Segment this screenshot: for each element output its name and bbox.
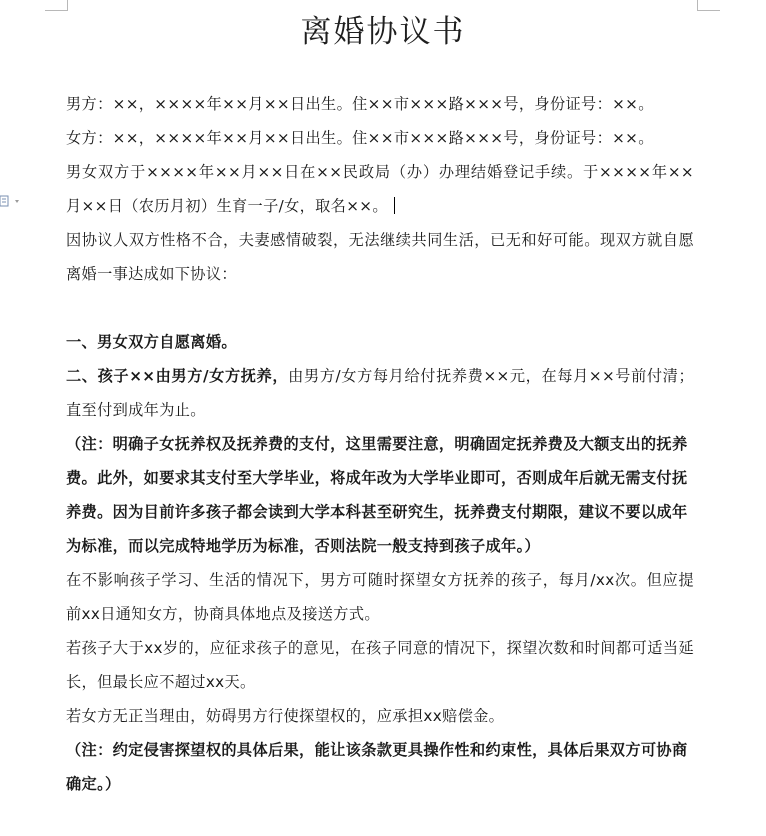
marriage-info-text: 男女双方于××××年××月××日在××民政局（办）办理结婚登记手续。于××××年××月××日（农历月初）生育一子/女，取名××。 (66, 163, 694, 215)
divorce-reason-paragraph: 因协议人双方性格不合，夫妻感情破裂，无法继续共同生活，已无和好可能。现双方就自愿离婚一事达成如下协议： (66, 231, 694, 283)
document-body[interactable] (66, 87, 694, 801)
paragraph-layout-icon[interactable] (0, 193, 24, 211)
obstruction-paragraph: 若女方无正当理由，妨碍男方行使探望权的，应承担xx赔偿金。 (66, 707, 505, 725)
clause-2-heading: 二、孩子××由男方/女方抚养， (66, 367, 289, 385)
visitation-paragraph: 在不影响孩子学习、生活的情况下，男方可随时探望女方抚养的孩子，每月/xx次。但应提前xx日通知女方，协商具体地点及接送方式。 (66, 571, 694, 623)
clause-2-text: 由男方/女方每月给付抚养费××元，在每月××号前付清；直至付到成年为止。 (66, 367, 695, 419)
husband-info-paragraph: 男方：××，××××年××月××日出生。住××市×××路×××号，身份证号：××。 (66, 95, 654, 113)
visitation-note: （注：约定侵害探望权的具体后果，能让该条款更具操作性和约束性，具体后果双方可协商确定。） (66, 741, 688, 793)
custody-note: （注：明确子女抚养权及抚养费的支付，这里需要注意，明确固定抚养费及大额支出的抚养费。此外，如要求其支付至大学毕业，将成年改为大学毕业即可，否则成年后就无需支付抚养费。因为目前许多孩子都会读到大学本科甚至研究生，抚养费支付期限，建议不要以成年为标准，而以完成特地学历为标准，否则法院一般支持到孩子成年。） (66, 435, 688, 555)
blank-line (66, 291, 694, 325)
document-title: 离婚协议书 (300, 14, 466, 50)
clause-1-heading: 一、男女双方自愿离婚。 (66, 333, 237, 351)
marriage-info-paragraph (66, 155, 694, 223)
older-child-paragraph: 若孩子大于xx岁的，应征求孩子的意见，在孩子同意的情况下，探望次数和时间都可适当延长，但最长应不超过xx天。 (66, 639, 694, 691)
clause-2-paragraph (66, 359, 694, 427)
text-cursor (394, 197, 396, 214)
wife-info-paragraph: 女方：××，××××年××月××日出生。住××市×××路×××号，身份证号：××。 (66, 129, 654, 147)
